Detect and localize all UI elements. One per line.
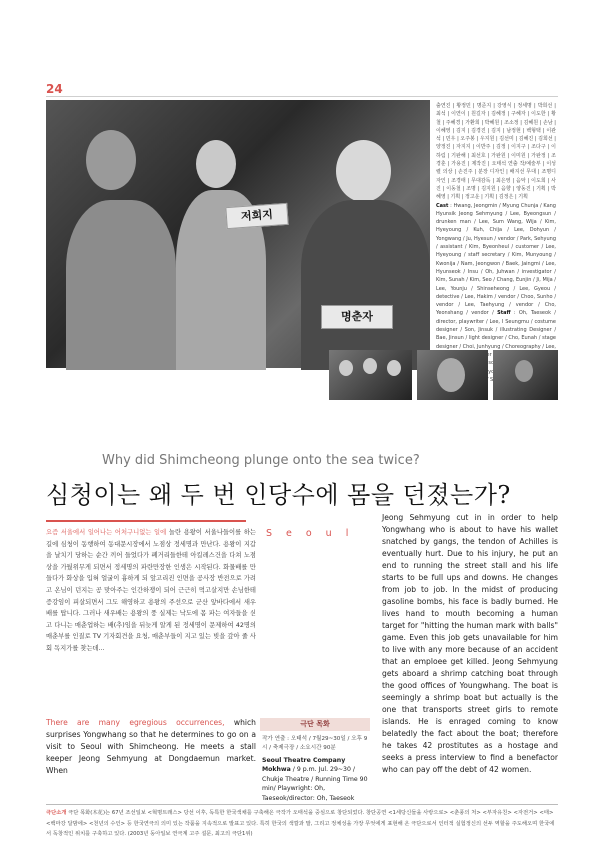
credits-cast: Hwang, Jeongmin / Myung Chunja / Kang Hyunsik Jeong Sehmyung / Lee, Byeongsun / drunken man / Lee, Sum Wang, Wija / Kim, Hyeyoung / Kuh, Chija / Lee, Dohyun / Yongwang / Ju, Hyesun / vendor / Park, Sehyung / assistant / Kim, Byeonheul / customer / Lee, Hyeyoung / staff secretary / Kim, Munyoung / Kwonija / Nam, Jeongwon / Baek, Jaingmi / Lee, Hyunseok / Insu / Oh, Juhwan / investigator / Kim, Sunah / Kim, Seo / Chang, Eunjin / Ji, Mija / Lee, Younju / Shinseheong / Lee, Gyeou / detective / Lee, Hakim / vendor / Choo, Sunho / vendor / Lee, Taehyung / vendor / Cho, Yeonshang / vendor /	[436, 202, 556, 317]
synopsis-english-lead: There are many egregious occurrences,	[46, 718, 225, 727]
credits-block: 출연진 | 황정민 | 명준지 | 강영식 | 정세명 | 박희선 | 최석 | 이연이 | 원길자 | 김혜정 | 구혜자 | 이도한 | 황철 | 주혜경 | 가환희 | 박혜원 | 조소정 | 김혜원 | 손남 | 이혜영 | 김지 | 김경진 | 김지 | 남정현 | 백형택 | 이관석 | 민우 | 오주봉 | 우지원 | 김선미 | 김혜진 | 김희선 | 양정진 | 자지지 | 이반주 | 김정 | 이지구 | 조다구 | 이하림 | 기완해 | 최선호 | 가완원 | 이미원 | 가완정 | 조경훈 | 가용진 | 제작진 | 오태석 연출 작/예술부 | 이성렬 의상 | 손진주 | 분장 디자인 | 배지선 무대 | 조명디자인 | 조경태 | 무대감독 | 최은영 | 음악 | 이도희 | 사진 | 이동철 | 조명 | 김지원 | 음향 | 양동진 | 기획 | 박혜영 | 기획 | 정고운 | 기획 | 김정은 | 기획 Cast : Hwang, Jeongmin / Myung Chunja / Kang Hyunsik Jeong Sehmyung / Lee, Byeongsun / drunken man / Lee, Sum Wang, Wija / Kim, Hyeyoung / Kuh, Chija / Lee, Dohyun / Yongwang / Ju, Hyesun / vendor / Park, Sehyung / assistant / Kim, Byeonheul / customer / Lee, Hyeyoung / staff secretary / Kim, Munyoung / Kwonija / Nam, Jeongwon / Baek, Jaingmi / Lee, Hyunseok / Insu / Oh, Juhwan / investigator / Kim, Sunah / Kim, Seo / Chang, Eunjin / Ji, Mija / Lee, Younju / Shinseheong / Lee, Gyeou / detective / Lee, Hakim / vendor / Choo, Sunho / vendor / Lee, Taehyung / vendor / Cho, Yeonshang / vendor / Staff : Oh, Taeseok / director, playwriter / Lee, I Seungmu / costume designer / Son, Jinsuk / illustrating Designer / Bae, Jinsun / light designer / Cho, Eunah / stage designer / Choi, Junhyung / Choreography / Lee,	[436, 102, 556, 367]
performance-info-english	[262, 756, 370, 803]
synopsis-korean-body: 놀란 용왕이 서울나들이를 하는 길에 심청이 동행하여 동대문시장에서 노점상 정세명과 만난다. 용왕이 지갑을 날치기 당하는 순간 끼어 들었다가 폐거리들한테 아킬레스건을 다쳐 노점상을 가뒀위무게 되면서 정세명의 파란만장한 인생은 시작된다. 화물배를 만들다가 화상을 입혀 얼굴이 흉하게 되 앞고리진 인면을 공사장 반전으로 가려고 온님이 던지는 공 맞아주는 인간하쟁이 되어 근근히 먹고살지만 손님한테 증강임이 피살되면서 그도 해영하고 용왕의 주선으로 군산 앞바다에서 새우배를 탑니다. 그러나 새우배는 용왕의 풍 실제는 낙도에 몸 파는 여자들을 싣고 다니는 매춘업하는 배(추)임을 뒤늦게 알게 된 정세명이 문제하여 42명의 매춘부를 인질로 TV 기자회견을 요청, 매춘부들이 지고 있는 빚을 갚아 줄 사회 독지가를 찾는데...	[46, 529, 256, 652]
placard-1: 저희지	[225, 203, 288, 229]
city-label: Seoul	[266, 528, 363, 539]
synopsis-english-continued: Jeong Sehmyung cut in in order to help Yongwhang who is about to have his wallet snatched by gangs, the tendon of Achilles is eventually hurt. Due to his injury, he put an end to running the street stall and his life starts to be full ups and downs. He changes from job to job. In the midst of producing gasoline bombs, his face is badly burned. He lives hand to mouth becoming a human target for "hitting the human mark with balls" game. Even this job gets unavailable for him to live with any more because of an accident that an emploee get killed. Jeong Sehmyung gets aboard a shrimp catching boat through the good offices of Youngwhang. The boat is seemingly a shrimp boat but actually is the one that transports street girls to remote islands. He is enraged coming to know belatedly the fact about the boat; therefore he takes 42 prostitutes as a hostage and seeks a press interview to find a benefactor who can pay off the debt of 42 women.	[382, 513, 558, 774]
credits-cast-label: Cast	[436, 202, 449, 209]
credits-staff: Oh, Taeseok / director, playwriter / Lee, I Seungmu / costume designer / Son, Jinsuk / illustrating Designer / Bae, Jinsun / light designer / Cho, Eunah / stage designer / Choi, Junhyung / Choreography / Lee,	[436, 310, 556, 350]
thumbnail-photo-1	[329, 350, 412, 400]
troupe-label: 극단소개	[46, 810, 67, 816]
troupe-text: 극단 목화(木花)는 67년 조선일보 <혁명트래스> 당선 이후, 독특한 한국색채를 구축해온 극작가 오태석을 중심으로 창단되었다. 창단공연 <1세당신들을 사랑으로> <춘풍의 처> <부자유친> <자전거> <태> <백마강 달밤에> <천년의 수인> 등 한국연극의 의미 있는 작품을 지속적으로 발표고 있다. 특히 한국의 색깔과 말, 그리고 정체성을 가장 무엇에게 표현해 온 극단으로서 인터적 실험정신의 선두 역할을 주도해오며 한국에서 독창적인 위치를 구축하고 있다. (2003년 동아일보 연극계 고주 설문, 최고의 극단1위)	[46, 810, 555, 837]
title-accent-rule	[46, 520, 246, 522]
page-number: 24	[46, 82, 63, 96]
credits-korean: 출연진 | 황정민 | 명준지 | 강영식 | 정세명 | 박희선 | 최석 | 이연이 | 원길자 | 김혜정 | 구혜자 | 이도한 | 황철 | 주혜경 | 가환희 | 박혜원 | 조소정 | 김혜원 | 손남 | 이혜영 | 김지 | 김경진 | 김지 | 남정현 | 백형택 | 이관석 | 민우 | 오주봉 | 우지원 | 김선미 | 김혜진 | 김희선 | 양정진 | 자지지 | 이반주 | 김정 | 이지구 | 조다구 | 이하림 | 기완해 | 최선호 | 가완원 | 이미원 | 가완정 | 조경훈 | 가용진 | 제작진 | 오태석 연출 작/예술부 | 이성렬 의상 | 손진주 | 분장 디자인 | 배지선 무대 | 조명디자인 | 조경태 | 무대감독 | 최은영 | 음악 | 이도희 | 사진 | 이동철 | 조명 | 김지원 | 음향 | 양동진 | 기획 | 박혜영 | 기획 | 정고운 | 기획 | 김정은 | 기획	[436, 103, 556, 201]
bottom-rule	[46, 804, 558, 805]
main-stage-photo	[46, 100, 430, 368]
title-english: Why did Shimcheong plunge onto the sea twice?	[102, 453, 420, 468]
placard-2: 명춘자	[321, 305, 393, 329]
company-band: 극단 목화	[260, 718, 370, 731]
company-name: Seoul Theatre Company Mokhwa	[262, 757, 346, 774]
top-rule	[46, 96, 558, 97]
synopsis-korean-lead: 요즘 서울에서 일어나는 어처구니없는 일에	[46, 529, 167, 536]
synopsis-english-start	[46, 717, 256, 777]
thumbnail-photo-3	[493, 350, 558, 400]
troupe-introduction	[46, 808, 558, 840]
thumbnail-photo-2	[417, 350, 488, 400]
performance-info-korean: 작가 연출 : 오태석 / 7월29~30일 / 오후 9시 / 축제극장 / 소요시간 90분	[262, 736, 368, 751]
performance-details: / 9 p.m. Jul. 29~30 / Chukje Theatre / Running Time 90 min/ Playwright: Oh, Taeseok/director: Oh, Taeseok	[262, 766, 368, 802]
credits-staff-label: Staff	[497, 310, 511, 317]
synopsis-korean	[46, 527, 256, 655]
synopsis-english-body: which surprises Yongwhang so that he determines to go on a visit to Seoul with Shimcheong. He meets a stall keeper Jeong Sehmyung at Dongdaemun market. When	[46, 718, 256, 775]
title-korean: 심청이는 왜 두 번 인당수에 몸을 던졌는가?	[46, 481, 511, 509]
